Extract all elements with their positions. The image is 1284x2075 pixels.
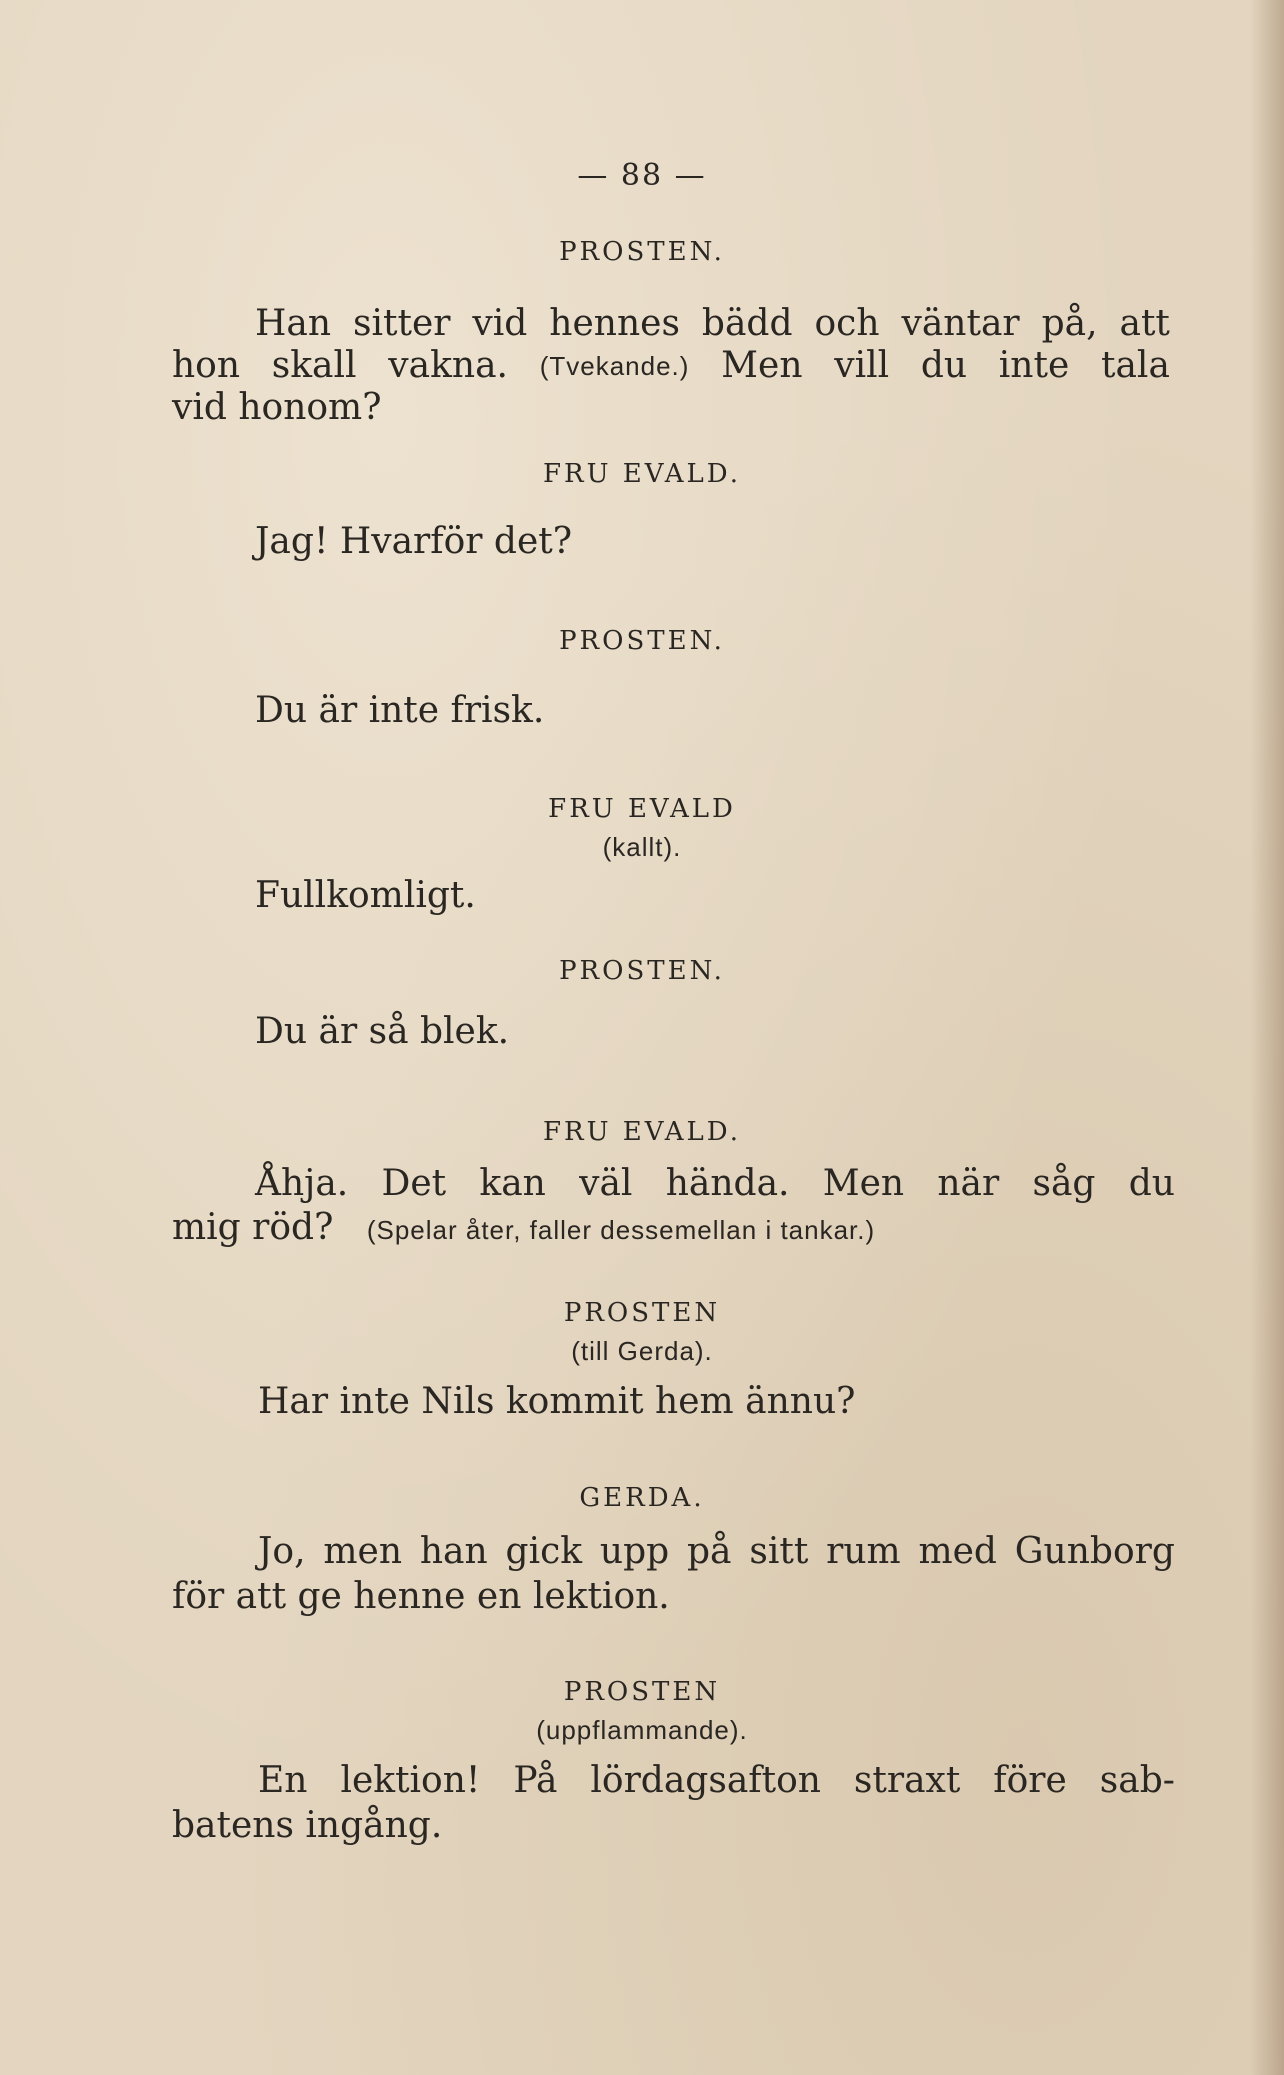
dialogue-line: för att ge henne en lektion. xyxy=(172,1576,670,1617)
dialogue-line xyxy=(255,1162,1175,1206)
word: hon xyxy=(172,345,241,386)
dialogue-line: Du är så blek. xyxy=(255,1011,510,1052)
word: Åhja. xyxy=(255,1163,349,1204)
word: vid xyxy=(472,303,528,344)
word: gick xyxy=(505,1531,583,1572)
speaker-name: PROSTEN. xyxy=(559,956,725,986)
stage-direction: (till Gerda). xyxy=(571,1336,713,1366)
word: På xyxy=(513,1760,558,1801)
word: Men xyxy=(721,345,803,386)
dialogue-line xyxy=(172,344,1170,388)
word: rum xyxy=(826,1531,901,1572)
word: straxt xyxy=(853,1760,961,1801)
word: bädd xyxy=(701,303,793,344)
word: men xyxy=(323,1531,403,1572)
word: när xyxy=(937,1163,1000,1204)
stage-direction: (Tvekande.) xyxy=(539,351,690,381)
stage-direction: (kallt). xyxy=(602,832,682,862)
dialogue-line: Du är inte frisk. xyxy=(255,690,545,731)
word: sitt xyxy=(749,1531,809,1572)
word: tala xyxy=(1101,345,1170,386)
word: du xyxy=(1128,1163,1175,1204)
word: med xyxy=(918,1531,997,1572)
dialogue-line: batens ingång. xyxy=(172,1805,443,1846)
speaker-name: FRU EVALD. xyxy=(542,1117,741,1147)
word: väl xyxy=(579,1163,633,1204)
word: sab- xyxy=(1099,1760,1175,1801)
word: Han xyxy=(255,303,332,344)
word: hennes xyxy=(549,303,680,344)
speaker-name: GERDA. xyxy=(579,1483,705,1513)
page-number: — 88 — xyxy=(577,158,707,193)
word: vakna. xyxy=(388,345,508,386)
word: väntar xyxy=(901,303,1020,344)
dialogue-line xyxy=(172,1206,875,1252)
dialogue-line xyxy=(258,1530,1175,1574)
word: såg xyxy=(1032,1163,1096,1204)
dialogue-text: mig röd? xyxy=(172,1207,334,1248)
word: sitter xyxy=(353,303,451,344)
stage-direction: (Spelar åter, faller dessemellan i tankar.) xyxy=(366,1215,876,1245)
speaker-name: FRU EVALD. xyxy=(542,459,741,489)
word: han xyxy=(419,1531,488,1572)
dialogue-line: Jag! Hvarför det? xyxy=(255,521,573,562)
speaker-name: PROSTEN xyxy=(563,1298,721,1328)
stage-direction: (uppflammande). xyxy=(536,1715,748,1745)
dialogue-line xyxy=(255,302,1170,346)
word: lördagsafton xyxy=(590,1760,821,1801)
word: upp xyxy=(599,1531,670,1572)
word: du xyxy=(920,345,968,386)
word: skall xyxy=(271,345,357,386)
word: Jo, xyxy=(258,1531,306,1572)
speaker-name: FRU EVALD xyxy=(548,794,736,824)
word: kan xyxy=(479,1163,546,1204)
word: Det xyxy=(381,1163,447,1204)
speaker-name: PROSTEN. xyxy=(559,626,725,656)
speaker-name: PROSTEN. xyxy=(559,237,725,267)
word: inte xyxy=(998,345,1070,386)
word: före xyxy=(993,1760,1067,1801)
speaker-name: PROSTEN xyxy=(563,1677,721,1707)
word: att xyxy=(1119,303,1170,344)
dialogue-line: vid honom? xyxy=(172,387,382,428)
word: hända. xyxy=(665,1163,790,1204)
word: Men xyxy=(822,1163,905,1204)
word: och xyxy=(814,303,880,344)
dialogue-line xyxy=(258,1759,1175,1803)
word: En xyxy=(258,1760,308,1801)
word: vill xyxy=(834,345,890,386)
word: Gunborg xyxy=(1014,1531,1175,1572)
word: lektion! xyxy=(340,1760,481,1801)
word: på xyxy=(687,1531,732,1572)
page-edge-shadow xyxy=(1250,0,1284,2075)
dialogue-line: Har inte Nils kommit hem ännu? xyxy=(258,1381,856,1422)
dialogue-line: Fullkomligt. xyxy=(255,875,476,916)
word: på, xyxy=(1041,303,1098,344)
